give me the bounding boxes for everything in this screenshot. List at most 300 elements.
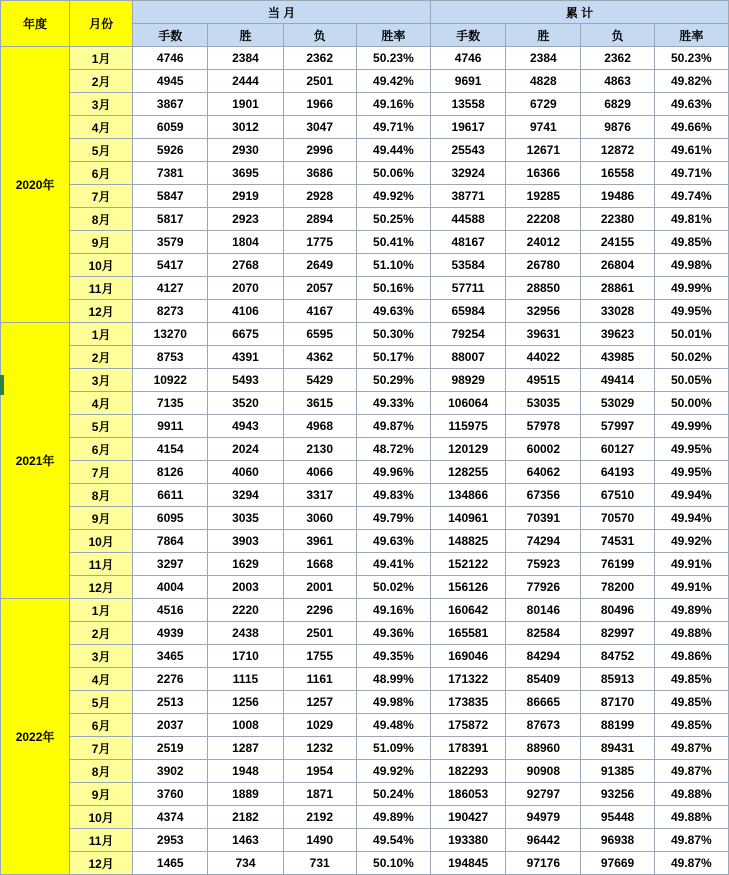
month-cell: 5月 <box>70 415 133 438</box>
header-group-cumulative: 累 计 <box>431 1 729 24</box>
cumulative-loss-cell: 28861 <box>581 277 654 300</box>
cumulative-rate-cell: 49.94% <box>654 507 728 530</box>
current-rate-cell: 49.96% <box>356 461 430 484</box>
cumulative-loss-cell: 67510 <box>581 484 654 507</box>
cumulative-rate-cell: 49.87% <box>654 829 728 852</box>
current-win-cell: 2923 <box>208 208 283 231</box>
cumulative-rate-cell: 49.98% <box>654 254 728 277</box>
current-rate-cell: 49.98% <box>356 691 430 714</box>
current-total-cell: 3902 <box>133 760 208 783</box>
cumulative-rate-cell: 49.89% <box>654 599 728 622</box>
current-total-cell: 7864 <box>133 530 208 553</box>
current-rate-cell: 48.99% <box>356 668 430 691</box>
current-win-cell: 2444 <box>208 70 283 93</box>
current-total-cell: 5817 <box>133 208 208 231</box>
current-rate-cell: 49.48% <box>356 714 430 737</box>
cumulative-win-cell: 4828 <box>506 70 581 93</box>
cumulative-loss-cell: 22380 <box>581 208 654 231</box>
month-cell: 2月 <box>70 70 133 93</box>
table-row <box>1 70 729 93</box>
current-total-cell: 2513 <box>133 691 208 714</box>
current-rate-cell: 49.33% <box>356 392 430 415</box>
month-cell: 10月 <box>70 806 133 829</box>
current-loss-cell: 4066 <box>283 461 356 484</box>
cumulative-win-cell: 32956 <box>506 300 581 323</box>
table-row <box>1 645 729 668</box>
cumulative-rate-cell: 49.85% <box>654 668 728 691</box>
month-cell: 9月 <box>70 783 133 806</box>
cumulative-loss-cell: 49414 <box>581 369 654 392</box>
month-cell: 8月 <box>70 484 133 507</box>
month-cell: 11月 <box>70 829 133 852</box>
cumulative-loss-cell: 84752 <box>581 645 654 668</box>
current-rate-cell: 49.87% <box>356 415 430 438</box>
cumulative-total-cell: 98929 <box>431 369 506 392</box>
cumulative-total-cell: 186053 <box>431 783 506 806</box>
month-cell: 3月 <box>70 93 133 116</box>
current-loss-cell: 1257 <box>283 691 356 714</box>
current-loss-cell: 2501 <box>283 70 356 93</box>
month-cell: 4月 <box>70 392 133 415</box>
current-rate-cell: 50.41% <box>356 231 430 254</box>
month-cell: 12月 <box>70 852 133 875</box>
cumulative-win-cell: 12671 <box>506 139 581 162</box>
current-loss-cell: 4362 <box>283 346 356 369</box>
current-win-cell: 1463 <box>208 829 283 852</box>
year-cell: 2020年 <box>1 47 70 323</box>
cumulative-win-cell: 74294 <box>506 530 581 553</box>
table-row <box>1 415 729 438</box>
cumulative-rate-cell: 49.85% <box>654 231 728 254</box>
cumulative-rate-cell: 49.63% <box>654 93 728 116</box>
cumulative-total-cell: 160642 <box>431 599 506 622</box>
month-cell: 11月 <box>70 277 133 300</box>
cumulative-total-cell: 175872 <box>431 714 506 737</box>
cumulative-rate-cell: 49.88% <box>654 622 728 645</box>
current-win-cell: 2003 <box>208 576 283 599</box>
table-header-top <box>1 1 729 24</box>
table-row <box>1 691 729 714</box>
cumulative-total-cell: 115975 <box>431 415 506 438</box>
current-loss-cell: 1966 <box>283 93 356 116</box>
current-total-cell: 7381 <box>133 162 208 185</box>
table-row <box>1 392 729 415</box>
month-cell: 4月 <box>70 116 133 139</box>
table-row <box>1 438 729 461</box>
table-row <box>1 852 729 875</box>
month-cell: 3月 <box>70 645 133 668</box>
month-cell: 1月 <box>70 599 133 622</box>
cumulative-loss-cell: 39623 <box>581 323 654 346</box>
cumulative-loss-cell: 33028 <box>581 300 654 323</box>
cumulative-win-cell: 60002 <box>506 438 581 461</box>
cumulative-loss-cell: 16558 <box>581 162 654 185</box>
current-win-cell: 1256 <box>208 691 283 714</box>
current-total-cell: 5926 <box>133 139 208 162</box>
current-rate-cell: 49.16% <box>356 93 430 116</box>
month-cell: 7月 <box>70 737 133 760</box>
current-win-cell: 1115 <box>208 668 283 691</box>
current-total-cell: 4127 <box>133 277 208 300</box>
cumulative-rate-cell: 49.87% <box>654 852 728 875</box>
cumulative-loss-cell: 26804 <box>581 254 654 277</box>
current-win-cell: 4060 <box>208 461 283 484</box>
header-month: 月份 <box>70 1 133 47</box>
current-win-cell: 3695 <box>208 162 283 185</box>
cumulative-rate-cell: 49.88% <box>654 806 728 829</box>
cumulative-total-cell: 182293 <box>431 760 506 783</box>
cumulative-rate-cell: 50.00% <box>654 392 728 415</box>
table-row <box>1 323 729 346</box>
current-total-cell: 8126 <box>133 461 208 484</box>
cumulative-rate-cell: 49.99% <box>654 277 728 300</box>
cumulative-total-cell: 106064 <box>431 392 506 415</box>
current-win-cell: 4106 <box>208 300 283 323</box>
current-loss-cell: 2130 <box>283 438 356 461</box>
current-win-cell: 4943 <box>208 415 283 438</box>
cumulative-loss-cell: 89431 <box>581 737 654 760</box>
cumulative-total-cell: 88007 <box>431 346 506 369</box>
table-row <box>1 185 729 208</box>
cumulative-loss-cell: 9876 <box>581 116 654 139</box>
month-cell: 8月 <box>70 208 133 231</box>
current-total-cell: 6611 <box>133 484 208 507</box>
current-rate-cell: 49.92% <box>356 760 430 783</box>
current-loss-cell: 1232 <box>283 737 356 760</box>
table-row <box>1 369 729 392</box>
current-total-cell: 2953 <box>133 829 208 852</box>
cumulative-win-cell: 44022 <box>506 346 581 369</box>
current-loss-cell: 2928 <box>283 185 356 208</box>
cumulative-win-cell: 57978 <box>506 415 581 438</box>
current-win-cell: 6675 <box>208 323 283 346</box>
current-total-cell: 2519 <box>133 737 208 760</box>
current-total-cell: 4945 <box>133 70 208 93</box>
current-win-cell: 1889 <box>208 783 283 806</box>
month-cell: 1月 <box>70 323 133 346</box>
cumulative-loss-cell: 24155 <box>581 231 654 254</box>
cumulative-total-cell: 128255 <box>431 461 506 484</box>
current-loss-cell: 4968 <box>283 415 356 438</box>
current-loss-cell: 2501 <box>283 622 356 645</box>
month-cell: 7月 <box>70 185 133 208</box>
current-rate-cell: 50.16% <box>356 277 430 300</box>
month-cell: 11月 <box>70 553 133 576</box>
current-total-cell: 2037 <box>133 714 208 737</box>
table-row <box>1 47 729 70</box>
current-total-cell: 13270 <box>133 323 208 346</box>
current-win-cell: 2919 <box>208 185 283 208</box>
current-loss-cell: 1871 <box>283 783 356 806</box>
cumulative-rate-cell: 49.88% <box>654 783 728 806</box>
cumulative-total-cell: 178391 <box>431 737 506 760</box>
month-cell: 7月 <box>70 461 133 484</box>
month-cell: 12月 <box>70 576 133 599</box>
current-rate-cell: 49.79% <box>356 507 430 530</box>
current-win-cell: 5493 <box>208 369 283 392</box>
cumulative-win-cell: 94979 <box>506 806 581 829</box>
current-rate-cell: 51.10% <box>356 254 430 277</box>
current-rate-cell: 50.30% <box>356 323 430 346</box>
current-total-cell: 9911 <box>133 415 208 438</box>
current-loss-cell: 2296 <box>283 599 356 622</box>
cumulative-total-cell: 25543 <box>431 139 506 162</box>
table-row <box>1 300 729 323</box>
current-win-cell: 2182 <box>208 806 283 829</box>
cumulative-loss-cell: 95448 <box>581 806 654 829</box>
cumulative-rate-cell: 49.74% <box>654 185 728 208</box>
month-cell: 12月 <box>70 300 133 323</box>
header-current-total: 手数 <box>133 24 208 47</box>
cumulative-total-cell: 48167 <box>431 231 506 254</box>
current-win-cell: 1901 <box>208 93 283 116</box>
table-row <box>1 93 729 116</box>
cumulative-win-cell: 92797 <box>506 783 581 806</box>
cumulative-win-cell: 75923 <box>506 553 581 576</box>
cumulative-total-cell: 148825 <box>431 530 506 553</box>
cumulative-win-cell: 39631 <box>506 323 581 346</box>
cumulative-win-cell: 85409 <box>506 668 581 691</box>
current-total-cell: 4516 <box>133 599 208 622</box>
cumulative-total-cell: 190427 <box>431 806 506 829</box>
table-row <box>1 576 729 599</box>
cumulative-rate-cell: 49.66% <box>654 116 728 139</box>
cumulative-total-cell: 156126 <box>431 576 506 599</box>
cumulative-loss-cell: 12872 <box>581 139 654 162</box>
current-loss-cell: 2057 <box>283 277 356 300</box>
current-loss-cell: 1775 <box>283 231 356 254</box>
cumulative-win-cell: 64062 <box>506 461 581 484</box>
cumulative-loss-cell: 96938 <box>581 829 654 852</box>
current-rate-cell: 49.44% <box>356 139 430 162</box>
cumulative-win-cell: 97176 <box>506 852 581 875</box>
current-loss-cell: 1029 <box>283 714 356 737</box>
current-win-cell: 3012 <box>208 116 283 139</box>
current-rate-cell: 49.41% <box>356 553 430 576</box>
cumulative-rate-cell: 49.91% <box>654 553 728 576</box>
cumulative-total-cell: 171322 <box>431 668 506 691</box>
cumulative-rate-cell: 49.81% <box>654 208 728 231</box>
cumulative-loss-cell: 74531 <box>581 530 654 553</box>
cumulative-loss-cell: 97669 <box>581 852 654 875</box>
current-win-cell: 2220 <box>208 599 283 622</box>
cumulative-win-cell: 2384 <box>506 47 581 70</box>
current-total-cell: 4939 <box>133 622 208 645</box>
cumulative-rate-cell: 50.23% <box>654 47 728 70</box>
current-rate-cell: 49.92% <box>356 185 430 208</box>
cumulative-total-cell: 79254 <box>431 323 506 346</box>
current-loss-cell: 3686 <box>283 162 356 185</box>
cumulative-total-cell: 193380 <box>431 829 506 852</box>
cumulative-rate-cell: 49.99% <box>654 415 728 438</box>
current-total-cell: 4746 <box>133 47 208 70</box>
current-loss-cell: 4167 <box>283 300 356 323</box>
current-total-cell: 4154 <box>133 438 208 461</box>
current-loss-cell: 2894 <box>283 208 356 231</box>
cumulative-rate-cell: 49.87% <box>654 760 728 783</box>
current-total-cell: 10922 <box>133 369 208 392</box>
current-loss-cell: 1668 <box>283 553 356 576</box>
cumulative-rate-cell: 49.87% <box>654 737 728 760</box>
cumulative-loss-cell: 43985 <box>581 346 654 369</box>
current-rate-cell: 50.02% <box>356 576 430 599</box>
month-cell: 9月 <box>70 231 133 254</box>
current-loss-cell: 2362 <box>283 47 356 70</box>
cumulative-total-cell: 120129 <box>431 438 506 461</box>
current-rate-cell: 49.83% <box>356 484 430 507</box>
cumulative-loss-cell: 88199 <box>581 714 654 737</box>
table-row <box>1 346 729 369</box>
current-total-cell: 8273 <box>133 300 208 323</box>
current-rate-cell: 49.54% <box>356 829 430 852</box>
cumulative-win-cell: 49515 <box>506 369 581 392</box>
cumulative-rate-cell: 49.95% <box>654 300 728 323</box>
cumulative-rate-cell: 49.85% <box>654 714 728 737</box>
cumulative-loss-cell: 64193 <box>581 461 654 484</box>
current-win-cell: 1287 <box>208 737 283 760</box>
month-cell: 2月 <box>70 346 133 369</box>
cumulative-loss-cell: 57997 <box>581 415 654 438</box>
cumulative-total-cell: 9691 <box>431 70 506 93</box>
cumulative-rate-cell: 49.61% <box>654 139 728 162</box>
table-row <box>1 783 729 806</box>
cumulative-win-cell: 87673 <box>506 714 581 737</box>
cumulative-total-cell: 169046 <box>431 645 506 668</box>
cumulative-loss-cell: 80496 <box>581 599 654 622</box>
current-rate-cell: 49.63% <box>356 530 430 553</box>
table-row <box>1 737 729 760</box>
current-win-cell: 2438 <box>208 622 283 645</box>
cumulative-loss-cell: 2362 <box>581 47 654 70</box>
current-win-cell: 2384 <box>208 47 283 70</box>
cumulative-loss-cell: 87170 <box>581 691 654 714</box>
cumulative-total-cell: 13558 <box>431 93 506 116</box>
current-rate-cell: 50.17% <box>356 346 430 369</box>
month-cell: 4月 <box>70 668 133 691</box>
current-rate-cell: 50.25% <box>356 208 430 231</box>
current-total-cell: 4374 <box>133 806 208 829</box>
current-loss-cell: 3615 <box>283 392 356 415</box>
cumulative-total-cell: 44588 <box>431 208 506 231</box>
table-row <box>1 277 729 300</box>
header-cumulative-rate: 胜率 <box>654 24 728 47</box>
cumulative-win-cell: 96442 <box>506 829 581 852</box>
current-total-cell: 3465 <box>133 645 208 668</box>
current-win-cell: 3903 <box>208 530 283 553</box>
cumulative-rate-cell: 50.01% <box>654 323 728 346</box>
cumulative-loss-cell: 91385 <box>581 760 654 783</box>
current-rate-cell: 50.23% <box>356 47 430 70</box>
cumulative-total-cell: 38771 <box>431 185 506 208</box>
current-total-cell: 8753 <box>133 346 208 369</box>
cumulative-loss-cell: 76199 <box>581 553 654 576</box>
cumulative-loss-cell: 60127 <box>581 438 654 461</box>
current-loss-cell: 5429 <box>283 369 356 392</box>
header-current-loss: 负 <box>283 24 356 47</box>
table-row <box>1 162 729 185</box>
cumulative-win-cell: 67356 <box>506 484 581 507</box>
current-total-cell: 4004 <box>133 576 208 599</box>
current-win-cell: 1008 <box>208 714 283 737</box>
current-win-cell: 3520 <box>208 392 283 415</box>
cumulative-win-cell: 28850 <box>506 277 581 300</box>
month-cell: 2月 <box>70 622 133 645</box>
current-loss-cell: 731 <box>283 852 356 875</box>
month-cell: 6月 <box>70 162 133 185</box>
cumulative-loss-cell: 6829 <box>581 93 654 116</box>
cumulative-win-cell: 26780 <box>506 254 581 277</box>
cumulative-loss-cell: 4863 <box>581 70 654 93</box>
current-loss-cell: 6595 <box>283 323 356 346</box>
current-loss-cell: 2001 <box>283 576 356 599</box>
year-cell: 2021年 <box>1 323 70 599</box>
current-win-cell: 4391 <box>208 346 283 369</box>
table-row <box>1 208 729 231</box>
cumulative-win-cell: 88960 <box>506 737 581 760</box>
current-win-cell: 2070 <box>208 277 283 300</box>
cumulative-win-cell: 86665 <box>506 691 581 714</box>
cumulative-win-cell: 82584 <box>506 622 581 645</box>
current-rate-cell: 49.35% <box>356 645 430 668</box>
current-win-cell: 2930 <box>208 139 283 162</box>
cumulative-loss-cell: 53029 <box>581 392 654 415</box>
cumulative-rate-cell: 49.85% <box>654 691 728 714</box>
cumulative-win-cell: 90908 <box>506 760 581 783</box>
cumulative-rate-cell: 49.71% <box>654 162 728 185</box>
table-row <box>1 254 729 277</box>
current-total-cell: 6059 <box>133 116 208 139</box>
cumulative-win-cell: 22208 <box>506 208 581 231</box>
header-current-win: 胜 <box>208 24 283 47</box>
current-total-cell: 2276 <box>133 668 208 691</box>
cumulative-rate-cell: 49.95% <box>654 438 728 461</box>
current-rate-cell: 49.63% <box>356 300 430 323</box>
current-loss-cell: 3317 <box>283 484 356 507</box>
cumulative-total-cell: 19617 <box>431 116 506 139</box>
current-win-cell: 2768 <box>208 254 283 277</box>
cumulative-rate-cell: 49.92% <box>654 530 728 553</box>
cumulative-loss-cell: 93256 <box>581 783 654 806</box>
cumulative-loss-cell: 78200 <box>581 576 654 599</box>
current-rate-cell: 49.16% <box>356 599 430 622</box>
month-cell: 1月 <box>70 47 133 70</box>
year-cell: 2022年 <box>1 599 70 875</box>
cumulative-rate-cell: 49.95% <box>654 461 728 484</box>
cumulative-rate-cell: 49.91% <box>654 576 728 599</box>
header-cumulative-win: 胜 <box>506 24 581 47</box>
cumulative-loss-cell: 19486 <box>581 185 654 208</box>
current-loss-cell: 1161 <box>283 668 356 691</box>
month-cell: 8月 <box>70 760 133 783</box>
cumulative-total-cell: 32924 <box>431 162 506 185</box>
table-row <box>1 139 729 162</box>
current-rate-cell: 50.06% <box>356 162 430 185</box>
month-cell: 10月 <box>70 530 133 553</box>
current-total-cell: 7135 <box>133 392 208 415</box>
current-total-cell: 5417 <box>133 254 208 277</box>
current-rate-cell: 49.71% <box>356 116 430 139</box>
current-rate-cell: 50.24% <box>356 783 430 806</box>
current-win-cell: 3294 <box>208 484 283 507</box>
month-cell: 6月 <box>70 438 133 461</box>
month-cell: 10月 <box>70 254 133 277</box>
cumulative-total-cell: 53584 <box>431 254 506 277</box>
table-row <box>1 461 729 484</box>
header-year: 年度 <box>1 1 70 47</box>
header-current-rate: 胜率 <box>356 24 430 47</box>
cumulative-win-cell: 24012 <box>506 231 581 254</box>
current-total-cell: 3579 <box>133 231 208 254</box>
